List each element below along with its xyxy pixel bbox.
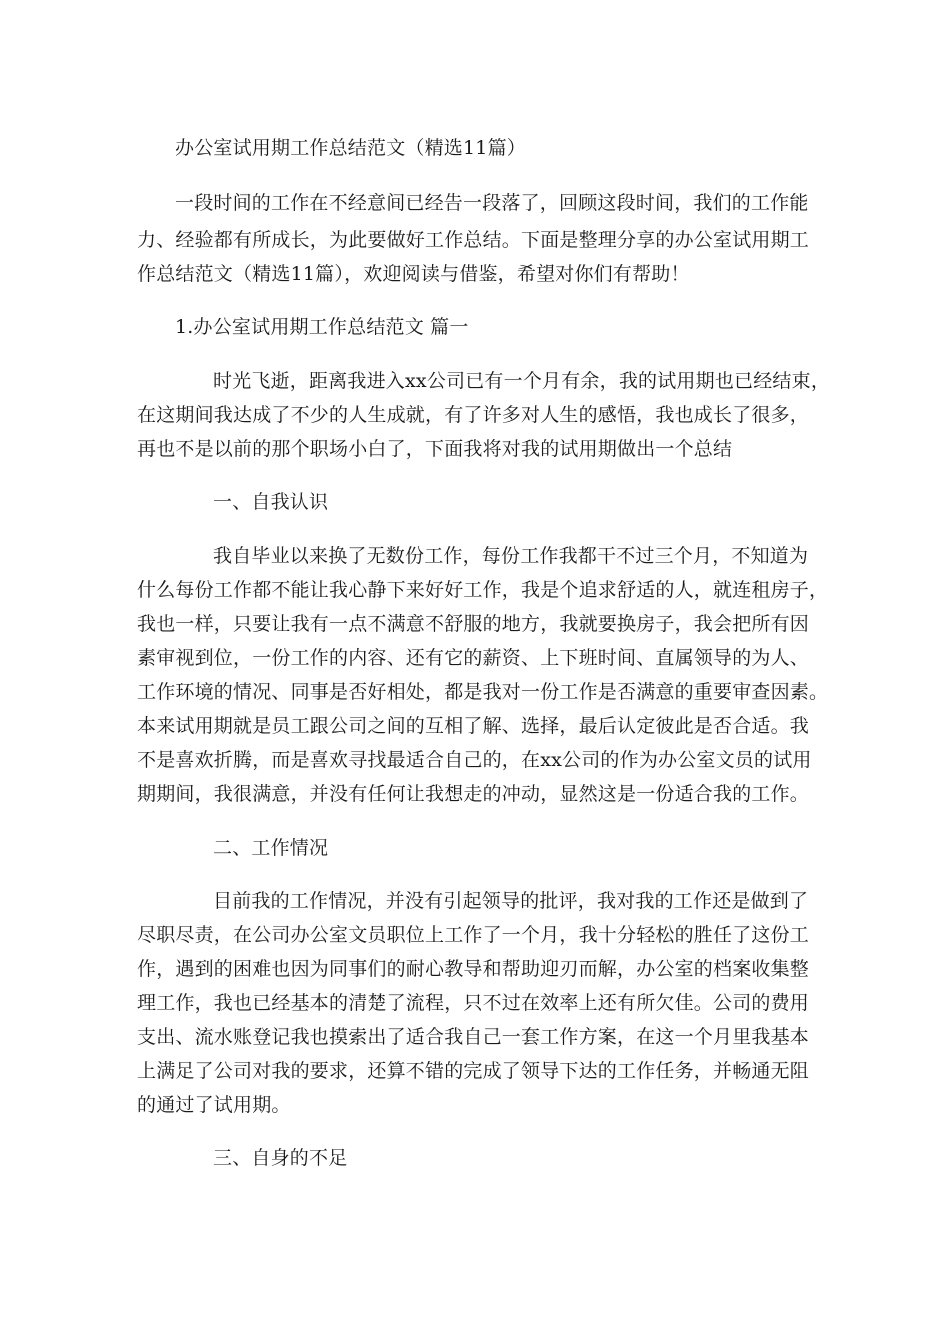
section2-line: 理工作，我也已经基本的清楚了流程，只不过在效率上还有所欠佳。公司的费用 — [137, 992, 810, 1014]
section1-line: 不是喜欢折腾，而是喜欢寻找最适合自己的，在xx公司的作为办公室文员的试用 — [137, 749, 812, 771]
opening-line: 在这期间我达成了不少的人生成就，有了许多对人生的感悟，我也成长了很多， — [137, 404, 810, 426]
section2-line: 作，遇到的困难也因为同事们的耐心教导和帮助迎刃而解，办公室的档案收集整 — [137, 958, 810, 980]
section2-line: 尽职尽责，在公司办公室文员职位上工作了一个月，我十分轻松的胜任了这份工 — [137, 924, 810, 946]
section2-line: 上满足了公司对我的要求，还算不错的完成了领导下达的工作任务，并畅通无阻 — [137, 1060, 810, 1082]
section1-line: 素审视到位，一份工作的内容、还有它的薪资、上下班时间、直属领导的为人、 — [137, 647, 810, 669]
section1-line: 我自毕业以来换了无数份工作，每份工作我都干不过三个月，不知道为 — [213, 545, 809, 567]
intro-line: 力、经验都有所成长，为此要做好工作总结。下面是整理分享的办公室试用期工 — [137, 229, 810, 251]
intro-line: 一段时间的工作在不经意间已经告一段落了，回顾这段时间，我们的工作能 — [175, 192, 809, 214]
section-heading: 一、自我认识 — [213, 491, 329, 513]
section-heading: 二、工作情况 — [213, 837, 329, 859]
section2-line: 的通过了试用期。 — [137, 1094, 291, 1116]
section1-line: 工作环境的情况、同事是否好相处，都是我对一份工作是否满意的重要审查因素。 — [137, 681, 829, 703]
document-title: 办公室试用期工作总结范文（精选11篇） — [175, 137, 526, 159]
section2-line: 支出、流水账登记我也摸索出了适合我自己一套工作方案，在这一个月里我基本 — [137, 1026, 810, 1048]
article-heading: 1.办公室试用期工作总结范文 篇一 — [175, 316, 469, 338]
section1-line: 我也一样，只要让我有一点不满意不舒服的地方，我就要换房子，我会把所有因 — [137, 613, 810, 635]
section1-line: 期期间，我很满意，并没有任何让我想走的冲动，显然这是一份适合我的工作。 — [137, 783, 810, 805]
section-heading: 三、自身的不足 — [213, 1147, 348, 1169]
opening-line: 时光飞逝，距离我进入xx公司已有一个月有余，我的试用期也已经结束， — [213, 370, 831, 392]
section1-line: 什么每份工作都不能让我心静下来好好工作，我是个追求舒适的人，就连租房子， — [137, 579, 829, 601]
section2-line: 目前我的工作情况，并没有引起领导的批评，我对我的工作还是做到了 — [213, 890, 809, 912]
opening-line: 再也不是以前的那个职场小白了，下面我将对我的试用期做出一个总结 — [137, 438, 733, 460]
section1-line: 本来试用期就是员工跟公司之间的互相了解、选择，最后认定彼此是否合适。我 — [137, 715, 810, 737]
intro-line: 作总结范文（精选11篇），欢迎阅读与借鉴，希望对你们有帮助！ — [137, 263, 690, 285]
